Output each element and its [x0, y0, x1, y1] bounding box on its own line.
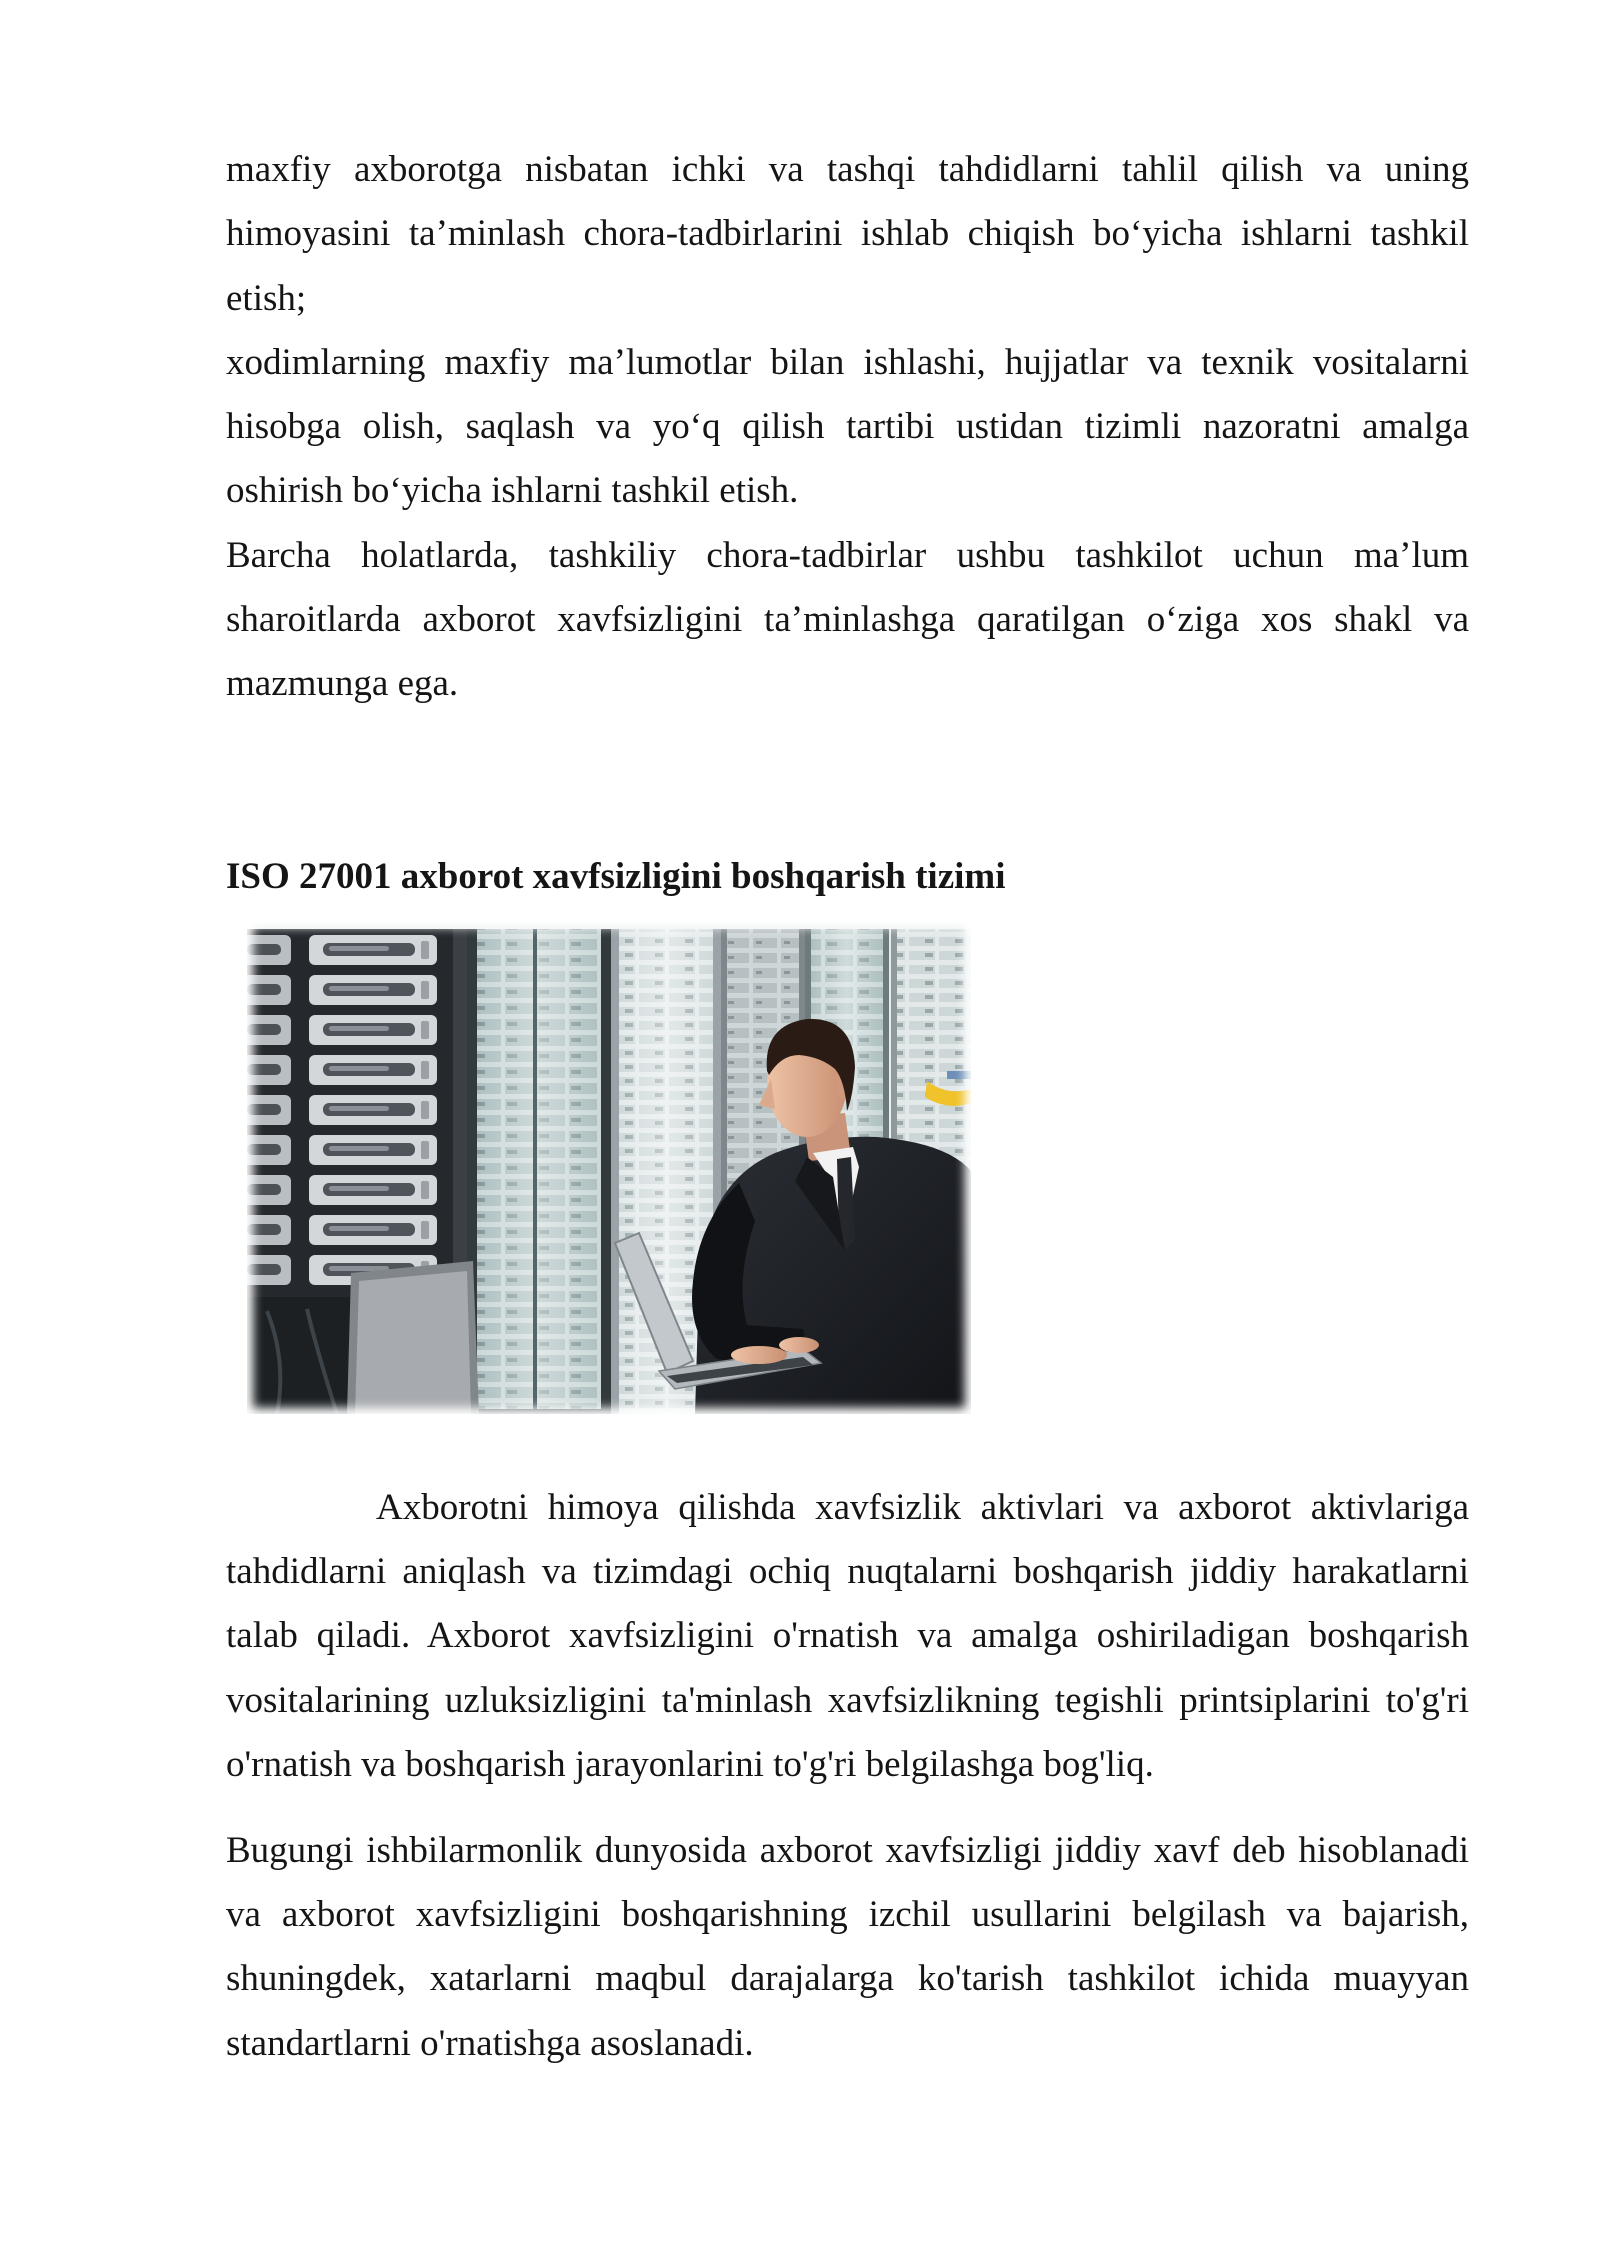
- paragraph-line: sharoitlarda axborot xavfsizligini ta’minlashga qaratilgan o‘ziga xos shakl va: [226, 599, 1469, 641]
- paragraph-line: Bugungi ishbilarmonlik dunyosida axborot xavfsizligi jiddiy xavf deb hisoblanadi: [226, 1829, 1469, 1871]
- paragraph-2: [226, 331, 1469, 524]
- paragraph-line: o'rnatish va boshqarish jarayonlarini to'g'ri belgilashga bog'liq.: [226, 1743, 1154, 1785]
- paragraph-line: va axborot xavfsizligini boshqarishning izchil usullarini belgilash va bajarish,: [226, 1893, 1469, 1935]
- paragraph-4: [226, 1476, 1469, 1797]
- paragraph-line: xodimlarning maxfiy ma’lumotlar bilan ishlashi, hujjatlar va texnik vositalarni: [226, 341, 1469, 383]
- paragraph-5: [226, 1819, 1469, 2076]
- paragraph-1: [226, 138, 1469, 331]
- paragraph-3: [226, 524, 1469, 717]
- paragraph-line: mazmunga ega.: [226, 663, 459, 705]
- paragraph-line: shuningdek, xatarlarni maqbul darajalarga ko'tarish tashkilot ichida muayyan: [226, 1958, 1469, 2000]
- paragraph-line: etish;: [226, 277, 307, 319]
- paragraph-line: standartlarni o'rnatishga asoslanadi.: [226, 2022, 754, 2064]
- paragraph-line: oshirish bo‘yicha ishlarni tashkil etish.: [226, 470, 799, 512]
- paragraph-line: hisobga olish, saqlash va yo‘q qilish tartibi ustidan tizimli nazoratni amalga: [226, 406, 1469, 448]
- paragraph-line: himoyasini ta’minlash chora-tadbirlarini ishlab chiqish bo‘yicha ishlarni tashkil: [226, 213, 1469, 255]
- server-rack-glass-door: [467, 921, 611, 1414]
- paragraph-line: tahdidlarni aniqlash va tizimdagi ochiq nuqtalarni boshqarish jiddiy harakatlarni: [226, 1551, 1469, 1593]
- paragraph-line: talab qiladi. Axborot xavfsizligini o'rnatish va amalga oshiriladigan boshqarish: [226, 1615, 1469, 1657]
- server-room-photo: [247, 921, 971, 1414]
- section-heading: ISO 27001 axborot xavfsizligini boshqarish tizimi: [226, 856, 1006, 898]
- paragraph-line: vositalarining uzluksizligini ta'minlash xavfsizlikning tegishli printsiplarini to'g'ri: [226, 1679, 1469, 1721]
- paragraph-line: maxfiy axborotga nisbatan ichki va tashqi tahdidlarni tahlil qilish va uning: [226, 149, 1469, 190]
- paragraph-line: Axborotni himoya qilishda xavfsizlik aktivlari va axborot aktivlariga: [376, 1486, 1469, 1528]
- monitor: [347, 1261, 479, 1414]
- paragraph-line: Barcha holatlarda, tashkiliy chora-tadbirlar ushbu tashkilot uchun ma’lum: [226, 534, 1469, 576]
